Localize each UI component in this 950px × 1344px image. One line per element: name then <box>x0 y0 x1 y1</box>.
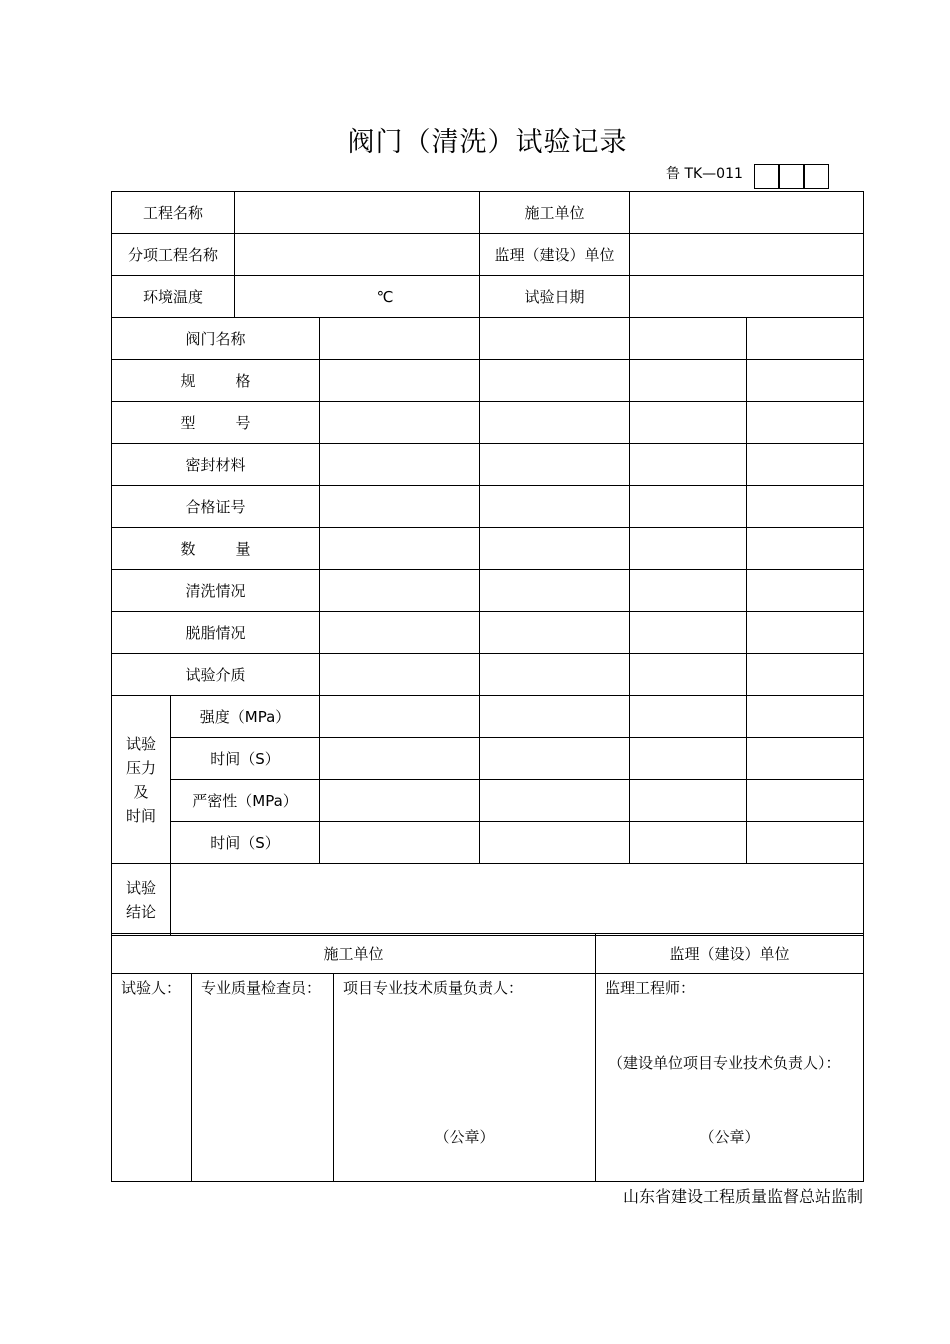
cell[interactable] <box>480 486 630 528</box>
tester-cell[interactable] <box>112 974 192 1182</box>
page-title: 阀门（清洗）试验记录 <box>347 127 628 158</box>
cell[interactable] <box>480 360 630 402</box>
inspector-cell[interactable] <box>192 974 334 1182</box>
record-table <box>111 191 864 936</box>
cell[interactable] <box>480 612 630 654</box>
degreasing-label: 脱脂情况 <box>112 612 320 654</box>
pressure-group-label <box>112 696 171 864</box>
time-label: 时间（S） <box>171 738 320 780</box>
cell[interactable] <box>630 570 747 612</box>
certificate-label: 合格证号 <box>112 486 320 528</box>
test-date-label: 试验日期 <box>480 276 630 318</box>
cell[interactable] <box>747 444 864 486</box>
pressure-group-line: 及 <box>133 782 149 801</box>
cell[interactable] <box>747 822 864 864</box>
cell[interactable] <box>747 570 864 612</box>
code-box-1[interactable] <box>754 164 779 189</box>
test-date-value[interactable] <box>630 276 864 318</box>
supervisor-label: 监理工程师： <box>605 979 696 997</box>
cell[interactable] <box>747 402 864 444</box>
cell[interactable] <box>320 444 480 486</box>
pressure-group-line: 试验 <box>125 734 156 753</box>
seal-label: （公章） <box>699 1128 760 1146</box>
conclusion-line: 结论 <box>125 902 156 921</box>
cleaning-label: 清洗情况 <box>112 570 320 612</box>
model-label-b: 号 <box>235 414 251 432</box>
cell[interactable] <box>320 318 480 360</box>
cell[interactable] <box>320 696 480 738</box>
sub-project-value[interactable] <box>235 234 480 276</box>
cell[interactable] <box>480 738 630 780</box>
quantity-label-b: 量 <box>235 540 251 558</box>
cell[interactable] <box>480 444 630 486</box>
cell[interactable] <box>630 696 747 738</box>
footer-issuer: 山东省建设工程质量监督总站监制 <box>622 1187 863 1206</box>
sub-project-label: 分项工程名称 <box>112 234 235 276</box>
conclusion-label <box>112 864 171 936</box>
cell[interactable] <box>320 738 480 780</box>
cell[interactable] <box>630 360 747 402</box>
cell[interactable] <box>747 360 864 402</box>
cell[interactable] <box>320 486 480 528</box>
cell[interactable] <box>630 822 747 864</box>
cell[interactable] <box>630 780 747 822</box>
cell[interactable] <box>320 528 480 570</box>
cell[interactable] <box>630 528 747 570</box>
signature-table <box>111 933 864 1182</box>
cell[interactable] <box>630 612 747 654</box>
strength-label: 强度（MPa） <box>171 696 320 738</box>
form-code: 鲁 TK—011 <box>666 166 743 182</box>
code-box-2[interactable] <box>779 164 804 189</box>
cell[interactable] <box>747 780 864 822</box>
model-label <box>112 402 320 444</box>
cell[interactable] <box>480 528 630 570</box>
cell[interactable] <box>747 654 864 696</box>
cell[interactable] <box>480 570 630 612</box>
cell[interactable] <box>320 570 480 612</box>
cell[interactable] <box>480 318 630 360</box>
project-name-value[interactable] <box>235 192 480 234</box>
cell[interactable] <box>480 402 630 444</box>
cell[interactable] <box>747 318 864 360</box>
cell[interactable] <box>630 738 747 780</box>
conclusion-value[interactable] <box>171 864 864 936</box>
tech-lead-label: 项目专业技术质量负责人： <box>343 979 524 997</box>
medium-label: 试验介质 <box>112 654 320 696</box>
cell[interactable] <box>630 402 747 444</box>
cell[interactable] <box>630 318 747 360</box>
cell[interactable] <box>747 486 864 528</box>
construction-unit-value[interactable] <box>630 192 864 234</box>
supervision-unit-value[interactable] <box>630 234 864 276</box>
pressure-group-line: 压力 <box>125 758 156 777</box>
cell[interactable] <box>320 360 480 402</box>
pressure-group-line: 时间 <box>125 806 156 825</box>
temperature-value[interactable] <box>235 276 480 318</box>
cell[interactable] <box>320 780 480 822</box>
cell[interactable] <box>747 528 864 570</box>
cell[interactable] <box>480 780 630 822</box>
spec-label-a: 规 <box>180 372 196 390</box>
owner-tech-lead-label: （建设单位项目专业技术负责人）： <box>608 1054 841 1072</box>
cell[interactable] <box>480 654 630 696</box>
cell[interactable] <box>320 612 480 654</box>
spec-label <box>112 360 320 402</box>
tester-label: 试验人： <box>121 979 182 997</box>
sign-supervision-unit: 监理（建设）单位 <box>596 934 864 974</box>
project-name-label: 工程名称 <box>112 192 235 234</box>
time-label: 时间（S） <box>171 822 320 864</box>
temperature-label: 环境温度 <box>112 276 235 318</box>
temperature-unit: ℃ <box>376 287 394 306</box>
cell[interactable] <box>630 486 747 528</box>
tech-lead-cell[interactable] <box>334 974 596 1182</box>
cell[interactable] <box>747 738 864 780</box>
cell[interactable] <box>747 696 864 738</box>
cell[interactable] <box>320 822 480 864</box>
sign-construction-unit: 施工单位 <box>112 934 596 974</box>
seal-material-label: 密封材料 <box>112 444 320 486</box>
cell[interactable] <box>630 654 747 696</box>
cell[interactable] <box>480 822 630 864</box>
supervisor-cell[interactable] <box>596 974 864 1182</box>
supervision-unit-label: 监理（建设）单位 <box>480 234 630 276</box>
tightness-label: 严密性（MPa） <box>171 780 320 822</box>
valve-name-label: 阀门名称 <box>112 318 320 360</box>
cell[interactable] <box>630 444 747 486</box>
cell[interactable] <box>480 696 630 738</box>
cell[interactable] <box>320 402 480 444</box>
seal-label: （公章） <box>434 1128 495 1146</box>
cell[interactable] <box>747 612 864 654</box>
inspector-label: 专业质量检查员： <box>201 979 322 997</box>
quantity-label-a: 数 <box>180 540 196 558</box>
code-box-3[interactable] <box>804 164 829 189</box>
model-label-a: 型 <box>180 414 196 432</box>
cell[interactable] <box>320 654 480 696</box>
conclusion-line: 试验 <box>125 878 156 897</box>
spec-label-b: 格 <box>235 372 251 390</box>
construction-unit-label: 施工单位 <box>480 192 630 234</box>
quantity-label <box>112 528 320 570</box>
